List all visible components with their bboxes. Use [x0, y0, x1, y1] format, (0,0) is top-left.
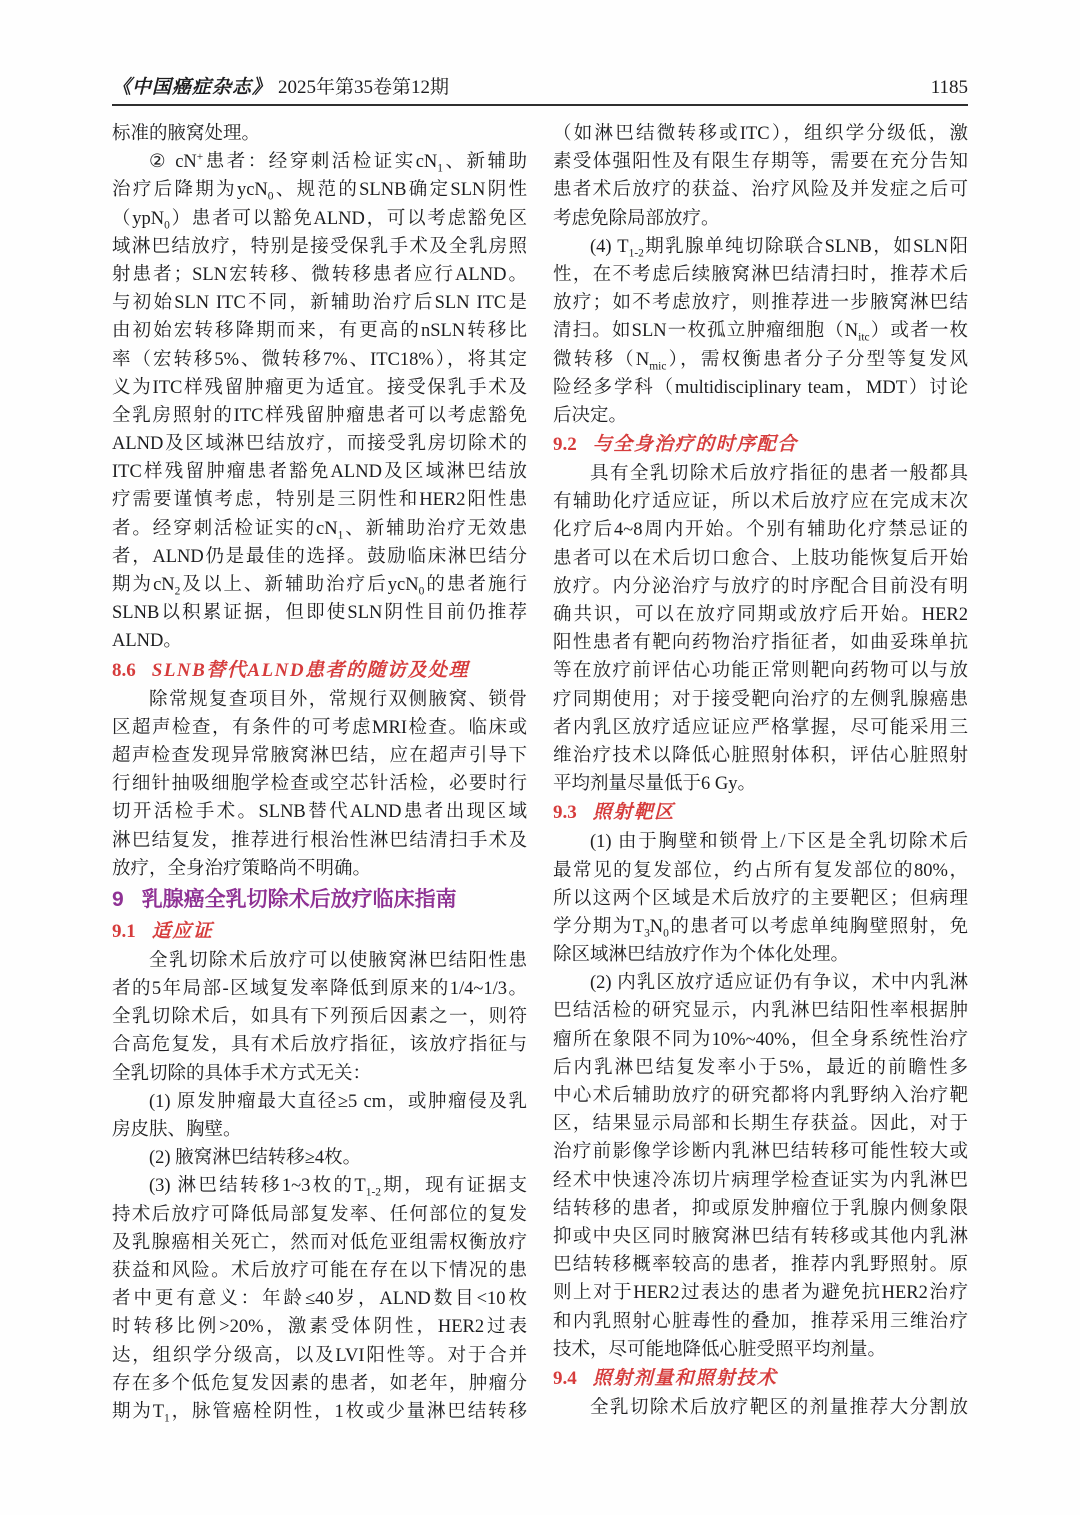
text-line: 放疗；如不考虑放疗，则推荐进一步腋窝淋巴结: [553, 293, 968, 314]
subscript: 3: [644, 927, 650, 940]
text-line: 巴结转移概率较高的患者，推荐内乳野照射。原: [553, 1255, 968, 1276]
text-line: 确共识，可以在放疗同期或放疗后开始。HER2: [553, 605, 968, 625]
text-line: 患者术后放疗的获益、治疗风险及并发症之后可: [553, 180, 968, 201]
text-line: 清扫。如SLN一枚孤立肿瘤细胞$(N_{itc})$或者一枚: [553, 321, 968, 344]
subscript: 1: [437, 162, 444, 175]
text-line: 维治疗技术以降低心脏照射体积，评估心脏照射: [553, 745, 968, 766]
text-line: 义为ITC样残留肿瘤更为适宜。接受保乳手术及: [112, 377, 527, 398]
heading-title: 乳腺癌全乳切除术后放疗临床指南: [141, 887, 457, 911]
text-line: (2) 腋窝淋巴结转移≥4枚。: [149, 1148, 362, 1169]
text-line: (1) 由于胸壁和锁骨上/下区是全乳切除术后: [590, 832, 968, 853]
text-line: 合高危复发，具有术后放疗指征，该放疗指征与: [112, 1035, 527, 1056]
page-header: [112, 72, 968, 99]
text-line: 疗同期使用；对于接受靶向治疗的左侧乳腺癌患: [553, 689, 968, 710]
subscript: 0: [663, 927, 669, 940]
text-line: 时转移比例>20%，激素受体阴性，HER2过表: [112, 1317, 527, 1338]
text-line: 最常见的复发部位，约占所有复发部位的80%，: [553, 860, 968, 881]
text-line: (3) 淋巴结转移1~3枚的$T_{1-2}$期，现有证据支: [149, 1176, 527, 1200]
text-line: 区，结果显示局部和长期生存获益。因此，对于: [553, 1114, 968, 1135]
text-line: 平均剂量尽量低于6 Gy。: [553, 774, 756, 795]
heading-title: 照射剂量和照射技术: [592, 1367, 778, 1389]
text-line: ITC样残留肿瘤患者豁免ALND及区域淋巴结放: [112, 462, 527, 483]
text-line: 者的5年局部-区域复发率降低到原来的1/4~1/3。: [112, 979, 527, 1000]
subscript: 1: [164, 1412, 170, 1425]
text-line: (1) 原发肿瘤最大直径≥5 cm，或肿瘤侵及乳: [149, 1091, 527, 1112]
subsection-heading: [553, 1364, 968, 1394]
text-line: 患者可以在术后切口愈合、上肢功能恢复后开始: [553, 548, 968, 569]
heading-number: 9.3: [553, 802, 577, 824]
subscript: 2: [174, 585, 181, 598]
subsection-heading: [553, 798, 968, 828]
text-line: 结转移的患者，抑或原发肿瘤位于乳腺内侧象限: [553, 1198, 968, 1219]
header-divider: [112, 104, 968, 106]
text-line: 全乳切除的具体手术方式无关：: [112, 1063, 372, 1084]
text-line: 全乳房照射的ITC样残留肿瘤患者可以考虑豁免: [112, 405, 527, 426]
subscript: 1: [337, 529, 344, 542]
text-line: 素受体强阳性及有限生存期等，需要在充分告知: [553, 152, 968, 173]
text-line: 技术，尽可能地降低心脏受照平均剂量。: [553, 1339, 887, 1360]
text-line: 中心术后辅助放疗的研究都将内乳野纳入治疗靶: [553, 1086, 968, 1106]
text-line: 期为$cN_2$及以上、新辅助治疗后ycN$_0$的患者施行: [112, 575, 527, 598]
text-line: 全乳切除术后，如具有下列预后因素之一，则符: [112, 1007, 527, 1028]
text-line: 瘤所在象限不同为10%~40%，但全身系统性治疗: [553, 1029, 968, 1050]
text-line: 后决定。: [553, 405, 628, 426]
column-right: [553, 120, 968, 1426]
text-line: 行细针抽吸细胞学检查或空芯针活检，必要时行: [112, 774, 527, 795]
heading-title: SLNB替代ALND患者的随访及处理: [151, 659, 470, 681]
text-line: 巴结活检的研究显示，内乳淋巴结阳性率根据肿: [553, 1001, 968, 1022]
subscript: mic: [649, 360, 667, 373]
text-line: 者内乳区放疗适应证应严格掌握，尽可能采用三: [553, 717, 968, 738]
text-line: 期为$T_1$，脉管癌栓阴性，1枚或少量淋巴结转移: [112, 1401, 527, 1425]
text-line: (2) 内乳区放疗适应证仍有争议，术中内乳淋: [590, 973, 968, 994]
text-line: 由初始宏转移降期而来，有更高的nSLN转移比: [112, 321, 527, 342]
text-line: 险经多学科（multidisciplinary team，MDT）讨论: [553, 377, 968, 398]
text-line: ALND及区域淋巴结放疗，而接受乳房切除术的: [112, 434, 527, 455]
text-line: 切开活检手术。SLNB替代ALND患者出现区域: [112, 802, 527, 823]
text-line: 除常规复查项目外，常规行双侧腋窝、锁骨: [149, 689, 527, 710]
text-line: 所以这两个区域是术后放疗的主要靶区；但病理: [553, 888, 968, 909]
text-line: 考虑免除局部放疗。: [553, 208, 720, 229]
text-line: （如淋巴结微转移或ITC），组织学分级低，激: [553, 124, 968, 144]
text-line: 达，组织学分级高，以及LVI阳性等。对于合并: [112, 1345, 527, 1366]
subsection-heading: [112, 917, 527, 947]
text-line: 与初始SLN ITC不同，新辅助治疗后SLN ITC是: [112, 293, 527, 314]
text-line: ② cN+患者：经穿刺活检证实$cN_1$、新辅助: [149, 151, 527, 175]
text-line: 存在多个低危复发因素的患者，如老年，肿瘤分: [112, 1373, 527, 1394]
subsection-heading: [553, 430, 968, 460]
text-line: 率（宏转移5%、微转移7%、ITC18%），将其定: [112, 349, 527, 370]
heading-number: 9.1: [112, 920, 136, 942]
text-line: 全乳切除术后放疗可以使腋窝淋巴结阳性患: [149, 950, 527, 971]
text-line: 射患者；SLN宏转移、微转移患者应行ALND。: [112, 264, 527, 285]
subscript: 1-2: [628, 247, 644, 260]
text-line: SLNB以积累证据，但即使SLN阴性目前仍推荐: [112, 603, 527, 624]
text-line: 持术后放疗可降低局部复发率、任何部位的复发: [112, 1204, 527, 1225]
text-line: 放疗，全身治疗策略尚不明确。: [112, 858, 372, 879]
subscript: 0: [418, 585, 425, 598]
text-line: 域淋巴结放疗，特别是接受保乳手术及全乳房照: [112, 236, 527, 257]
superscript: +: [196, 151, 204, 164]
text-line: 等在放疗前评估心功能正常则靶向药物可以与放: [553, 661, 968, 682]
section-heading: [112, 883, 527, 917]
text-line: 除区域淋巴结放疗作为个体化处理。: [553, 945, 850, 966]
subscript: itc: [858, 332, 870, 344]
text-line: 超声检查发现异常腋窝淋巴结，应在超声引导下: [112, 745, 527, 766]
text-line: 具有全乳切除术后放疗指征的患者一般都具: [590, 464, 968, 485]
journal-name: 《中国癌症杂志》: [112, 77, 273, 98]
text-line: （ypN$_0$）患者可以豁免ALND，可以考虑豁免区: [112, 208, 527, 232]
text-line: 后内乳淋巴结复发率小于5%，最近的前瞻性多: [553, 1057, 968, 1078]
text-line: 学分期为$T_3N_0$的患者可以考虑单纯胸壁照射，免: [553, 916, 968, 940]
text-line: 者。经穿刺活检证实的$cN_1$、新辅助治疗无效患: [112, 518, 527, 542]
heading-number: 8.6: [112, 659, 136, 681]
text-line: 区超声检查，有条件的可考虑MRI检查。临床或: [112, 717, 527, 738]
text-line: (4) $T_{1-2}$期乳腺单纯切除联合SLNB，如SLN阳: [590, 236, 968, 260]
issue-info: 2025年第35卷第12期: [278, 77, 450, 98]
text-line: 房皮肤、胸壁。: [112, 1120, 242, 1140]
text-line: 获益和风险。术后放疗可能在存在以下情况的患: [112, 1260, 527, 1281]
two-column-body: [112, 120, 968, 1426]
text-line: 及乳腺癌相关死亡，然而对低危亚组需权衡放疗: [112, 1232, 527, 1253]
text-line: 微转移$(N_{mic})$，需权衡患者分子分型等复发风: [553, 349, 968, 373]
page-number: 1185: [930, 77, 968, 98]
heading-number: 9.2: [553, 434, 577, 456]
text-line: ALND。: [112, 631, 182, 652]
text-line: 治疗后降期为ycN$_0$、规范的SLNB确定SLN阴性: [112, 180, 527, 204]
text-line: 阳性患者有靶向药物治疗指征者，如曲妥珠单抗: [553, 633, 968, 654]
column-left: [112, 120, 527, 1426]
journal-issue-line: [112, 72, 449, 99]
text-line: 疗需要谨慎考虑，特别是三阴性和HER2阳性患: [112, 490, 527, 511]
text-line: 者，ALND仍是最佳的选择。鼓励临床淋巴结分: [112, 546, 527, 567]
subscript: 1-2: [365, 1187, 381, 1200]
subscript: 0: [267, 191, 274, 204]
text-line: 化疗后4~8周内开始。个别有辅助化疗禁忌证的: [553, 520, 968, 541]
text-line: 淋巴结复发，推荐进行根治性淋巴结清扫手术及: [112, 830, 527, 851]
heading-title: 与全身治疗的时序配合: [592, 434, 798, 456]
text-line: 和内乳照射心脏毒性的叠加，推荐采用三维治疗: [553, 1311, 968, 1332]
text-line: 者中更有意义：年龄≤40岁，ALND数目<10枚: [112, 1289, 527, 1310]
text-line: 性，在不考虑后续腋窝淋巴结清扫时，推荐术后: [553, 264, 968, 285]
text-line: 抑或中央区同时腋窝淋巴结有转移或其他内乳淋: [553, 1226, 968, 1247]
text-line: 放疗。内分泌治疗与放疗的时序配合目前没有明: [553, 576, 968, 597]
heading-number: 9.4: [553, 1367, 577, 1389]
text-line: 标准的腋窝处理。: [112, 124, 261, 144]
text-line: 治疗前影像学诊断内乳淋巴结转移可能性较大或: [553, 1142, 968, 1163]
text-line: 经术中快速冷冻切片病理学检查证实为内乳淋巴: [553, 1170, 968, 1191]
subsection-heading: [112, 656, 527, 686]
heading-title: 照射靶区: [592, 802, 675, 824]
heading-number: 9: [112, 887, 124, 911]
text-line: 有辅助化疗适应证，所以术后放疗应在完成末次: [553, 492, 968, 513]
subscript: 0: [164, 219, 170, 232]
text-line: 全乳切除术后放疗靶区的剂量推荐大分割放: [590, 1397, 968, 1418]
heading-title: 适应证: [151, 920, 214, 942]
text-line: 则上对于HER2过表达的患者为避免抗HER2治疗: [553, 1283, 968, 1304]
